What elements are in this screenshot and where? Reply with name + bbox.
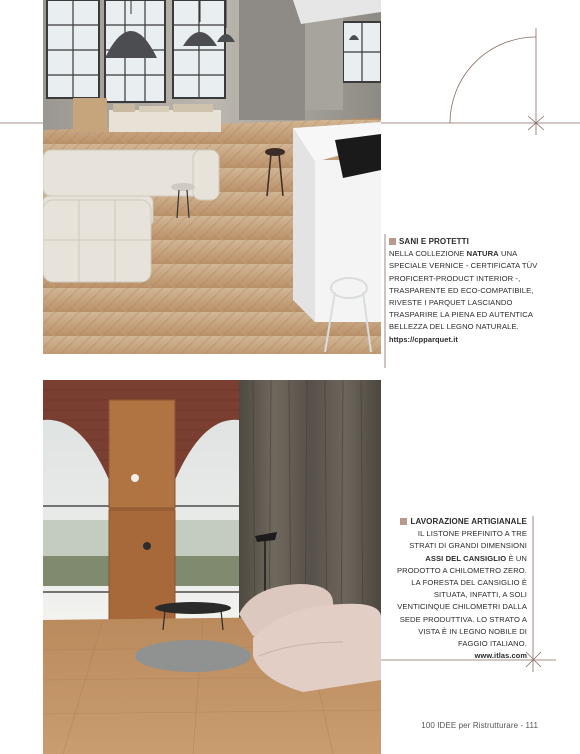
interior-photo-loft xyxy=(43,0,381,354)
caption-body: IL LISTONE PREFINITO A TRE STRATI DI GRANDI DIMENSIONI ASSI DEL CANSIGLIO È UN PRODOTTO A CHILOMETRO ZERO. LA FORESTA DEL CANSIGLIO È SITUATA, INFATTI, A SOLI VENTICINQUE CHILOMETRI DALLA SEDE PRODUTTIVA. LO STRATO A VISTA È IN LEGNO NOBILE DI FAGGIO ITALIANO. xyxy=(397,529,527,649)
interior-photo-arches xyxy=(43,380,381,754)
loft-illustration xyxy=(43,0,381,354)
bullet-square-icon xyxy=(400,518,407,525)
caption-link[interactable]: https://cpparquet.it xyxy=(389,334,458,344)
bullet-square-icon xyxy=(389,238,396,245)
caption-sani-e-protetti xyxy=(389,236,539,346)
arches-illustration xyxy=(43,380,381,754)
caption-heading: SANI E PROTETTI xyxy=(389,236,539,248)
caption-heading: LAVORAZIONE ARTIGIANALE xyxy=(389,516,527,528)
caption-lavorazione-artigianale xyxy=(389,516,527,662)
caption-link[interactable]: www.itlas.com xyxy=(474,651,527,661)
page-footer: 100 IDEE per Ristrutturare - 111 xyxy=(421,721,538,730)
caption-body: NELLA COLLEZIONE NATURA UNA SPECIALE VERNICE - CERTIFICATA TÜV PROFICERT-PRODUCT INTERIOR -, TRASPARENTE ED ECO-COMPATIBILE, RIVESTE I PARQUET LASCIANDO TRASPARIRE LA PIENA ED AUTENTICA BELLEZZA DEL LEGNO NATURALE. xyxy=(389,249,538,332)
